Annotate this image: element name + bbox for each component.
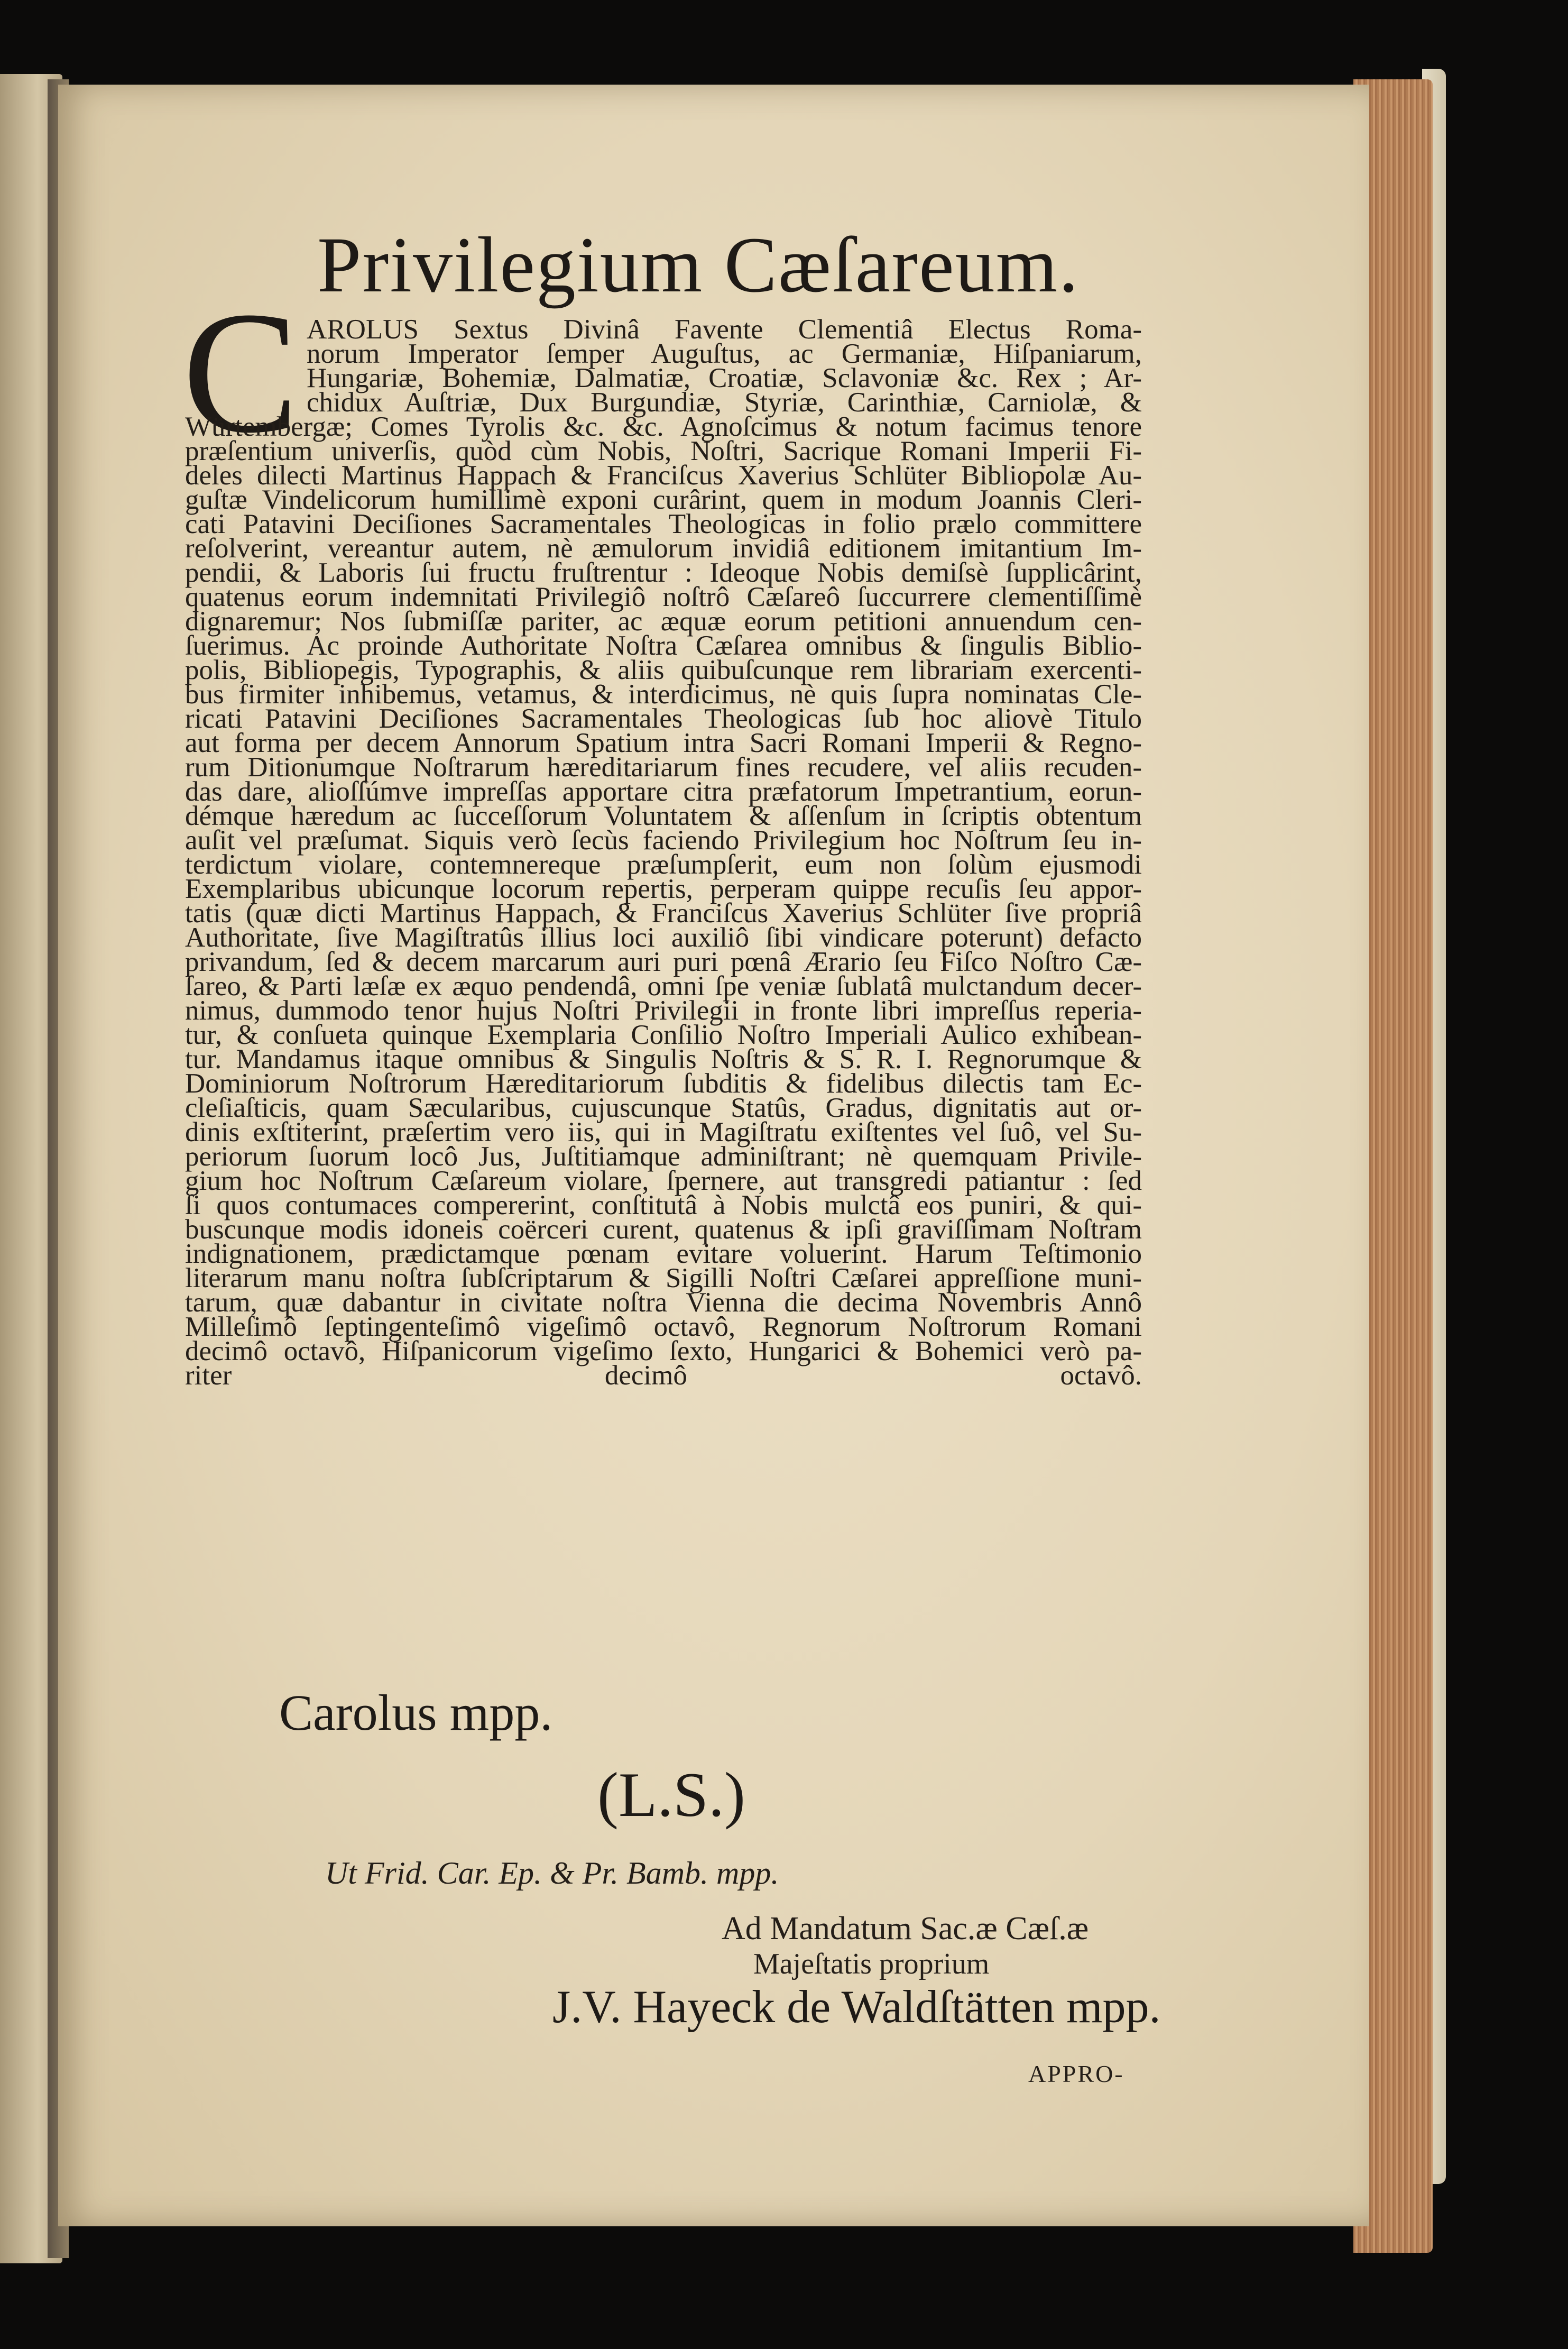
- body-line: guſtæ Vindelicorum humillimè exponi curârint, quem in modum Joannis Cleri-: [185, 484, 1142, 515]
- body-line: riter decimô octavô.: [185, 1360, 1142, 1391]
- body-line: gium hoc Noſtrum Cæſareum violare, ſpernere, aut transgredi patiantur : ſed: [185, 1166, 1142, 1196]
- body-line: ſi quos contumaces compererint, conſtitutâ à Nobis mulctâ eos puniri, & qui-: [185, 1190, 1142, 1221]
- body-line: polis, Bibliopegis, Typographis, & aliis quibuſcunque rem librariam exercenti-: [185, 655, 1142, 685]
- body-line: indignationem, prædictamque pœnam evitare voluerint. Harum Teſtimonio: [185, 1238, 1142, 1269]
- body-line: chidux Auſtriæ, Dux Burgundiæ, Styriæ, Carinthiæ, Carniolæ, &: [307, 387, 1142, 418]
- body-line: quatenus eorum indemnitati Privilegiô noſtrô Cæſareô ſuccurrere clementiſſimè: [185, 582, 1142, 612]
- body-line: Hungariæ, Bohemiæ, Dalmatiæ, Croatiæ, Sclavoniæ &c. Rex ; Ar-: [307, 363, 1142, 393]
- body-line: Authoritate, ſive Magiſtratûs illius loci auxiliô ſibi vindicare poterunt) defacto: [185, 922, 1142, 953]
- body-line: cleſiaſticis, quam Sæcularibus, cujuscunque Statûs, Gradus, dignitatis aut or-: [185, 1093, 1142, 1123]
- body-line: ſareo, & Parti læſæ ex æquo pendendâ, omni ſpe veniæ ſublatâ mulctandum decer-: [185, 971, 1142, 1002]
- signature-hayeck: J.V. Hayeck de Waldſtätten mpp.: [552, 1981, 1161, 2033]
- body-line: dinis exſtiterint, præſertim vero iis, qui in Magiſtratu exiſtentes vel ſuô, vel Su-: [185, 1117, 1142, 1148]
- body-line: literarum manu noſtra ſubſcriptarum & Sigilli Noſtri Cæſarei appreſſione muni-: [185, 1263, 1142, 1293]
- privilege-body-text: [185, 314, 1142, 1391]
- signature-carolus: Carolus mpp.: [279, 1684, 553, 1741]
- body-line: das dare, alioſſúmve impreſſas apportare citra præfatorum Impetrantium, eorun-: [185, 776, 1142, 807]
- majestatis-line: Majeſtatis proprium: [753, 1948, 990, 1980]
- body-line: Milleſimô ſeptingenteſimô vigeſimô octavô, Regnorum Noſtrorum Romani: [185, 1311, 1142, 1342]
- body-line: dignaremur; Nos ſubmiſſæ pariter, ac æquæ eorum petitioni annuendum cen-: [185, 606, 1142, 637]
- seal-mark: (L.S.): [597, 1759, 745, 1830]
- body-line: Exemplaribus ubicunque locorum repertis, perperam quippe recuſis ſeu appor-: [185, 874, 1142, 904]
- body-line: AROLUS Sextus Divinâ Favente Clementiâ Electus Roma-: [307, 314, 1142, 345]
- body-line: auſit vel præſumat. Siquis verò ſecùs faciendo Privilegium hoc Noſtrum ſeu in-: [185, 825, 1142, 856]
- body-line: periorum ſuorum locô Jus, Juſtitiamque adminiſtrant; nè quemquam Privile-: [185, 1141, 1142, 1172]
- body-line: tarum, quæ dabantur in civitate noſtra Vienna die decima Novembris Annô: [185, 1287, 1142, 1318]
- countersignature-frid: Ut Frid. Car. Ep. & Pr. Bamb. mpp.: [325, 1856, 779, 1891]
- body-line: reſolverint, vereantur autem, nè æmulorum invidiâ editionem imitantium Im-: [185, 533, 1142, 564]
- body-line: norum Imperator ſemper Auguſtus, ac Germaniæ, Hiſpaniarum,: [307, 338, 1142, 369]
- body-line: Dominiorum Noſtrorum Hæreditariorum ſubditis & fidelibus dilectis tam Ec-: [185, 1068, 1142, 1099]
- drop-cap: C: [182, 276, 299, 469]
- body-line: terdictum violare, contemnereque præſumpſerit, eum non ſolùm ejusmodi: [185, 849, 1142, 880]
- body-line: cati Patavini Deciſiones Sacramentales Theologicas in folio prælo committere: [185, 509, 1142, 539]
- page-title: Privilegium Cæſareum.: [317, 221, 1080, 309]
- body-line: decimô octavô, Hiſpanicorum vigeſimo ſexto, Hungarici & Bohemici verò pa-: [185, 1336, 1142, 1366]
- body-line: tatis (quæ dicti Martinus Happach, & Franciſcus Xaverius Schlüter ſive propriâ: [185, 898, 1142, 929]
- body-line: tur, & conſueta quinque Exemplaria Conſilio Noſtro Imperiali Aulico exhibean-: [185, 1020, 1142, 1050]
- body-line: ſuerimus. Ac proinde Authoritate Noſtra Cæſarea omnibus & ſingulis Biblio-: [185, 630, 1142, 661]
- body-line: démque hæredum ac ſucceſſorum Voluntatem & aſſenſum in ſcriptis obtentum: [185, 801, 1142, 831]
- body-line: rum Ditionumque Noſtrarum hæreditariarum fines recudere, vel aliis recuden-: [185, 752, 1142, 783]
- body-line: bus firmiter inhibemus, vetamus, & interdicimus, nè quis ſupra nominatas Cle-: [185, 679, 1142, 710]
- body-line: tur. Mandamus itaque omnibus & Singulis Noſtris & S. R. I. Regnorumque &: [185, 1044, 1142, 1075]
- body-line: privandum, ſed & decem marcarum auri puri pœnâ Ærario ſeu Fiſco Noſtro Cæ-: [185, 947, 1142, 977]
- body-line: buscunque modis idoneis coërceri curent, quatenus & ipſi graviſſimam Noſtram: [185, 1214, 1142, 1245]
- body-line: nimus, dummodo tenor hujus Noſtri Privilegii in fronte libri impreſſus reperia-: [185, 995, 1142, 1026]
- body-line: ricati Patavini Deciſiones Sacramentales Theologicas ſub hoc aliovè Titulo: [185, 703, 1142, 734]
- body-line: deles dilecti Martinus Happach & Franciſcus Xaverius Schlüter Bibliopolæ Au-: [185, 460, 1142, 491]
- body-line: pendii, & Laboris ſui fructu fruſtrentur : Ideoque Nobis demiſsè ſupplicârint,: [185, 557, 1142, 588]
- body-line: aut forma per decem Annorum Spatium intra Sacri Romani Imperii & Regno-: [185, 728, 1142, 758]
- body-line: præſentium univerſis, quòd cùm Nobis, Noſtri, Sacrique Romani Imperii Fi-: [185, 436, 1142, 466]
- body-line: Würtembergæ; Comes Tyrolis &c. &c. Agnoſcimus & notum facimus tenore: [185, 411, 1142, 442]
- catchword: APPRO-: [1028, 2060, 1124, 2087]
- mandatum-line: Ad Mandatum Sac.æ Cæſ.æ: [722, 1911, 1089, 1947]
